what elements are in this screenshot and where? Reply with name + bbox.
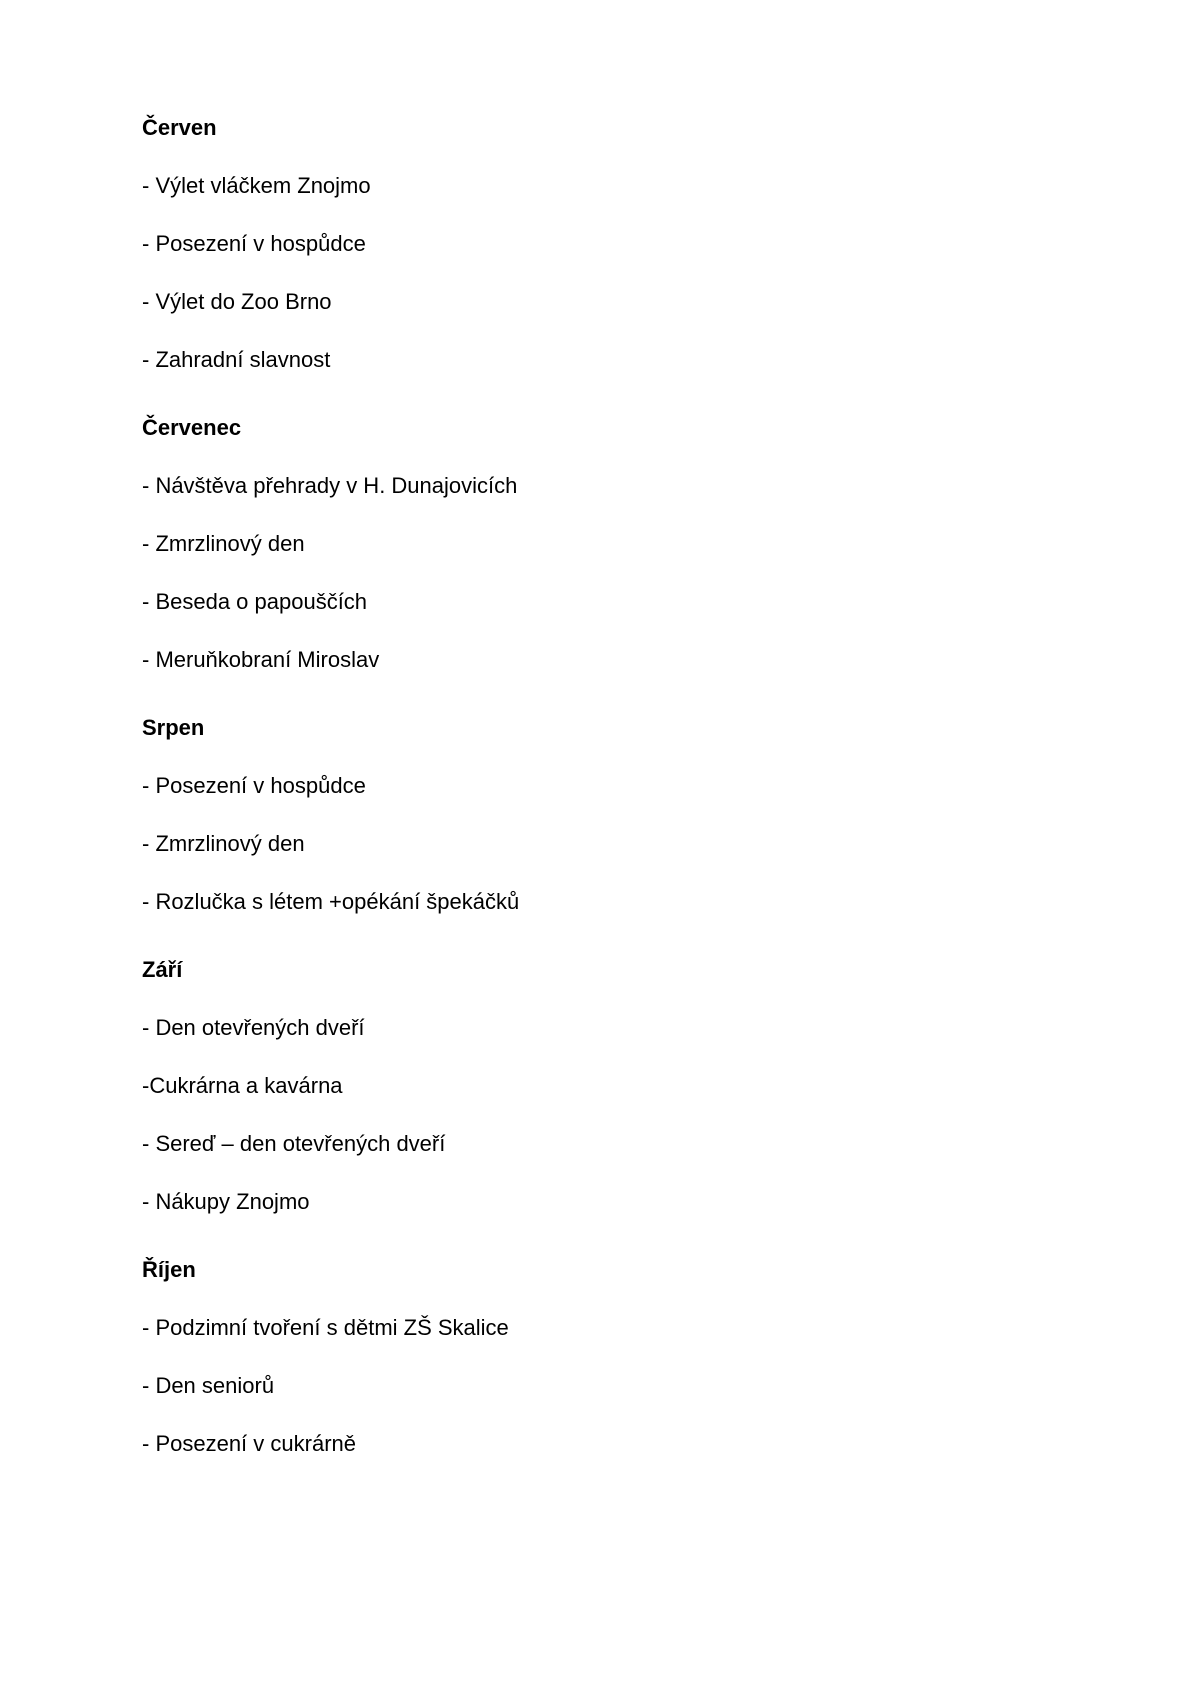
month-heading: Červen	[142, 115, 217, 140]
activity-item: - Sereď – den otevřených dveří	[142, 1131, 446, 1156]
activity-item: - Meruňkobraní Miroslav	[142, 647, 380, 672]
month-heading: Říjen	[142, 1257, 196, 1282]
month-heading: Září	[142, 957, 183, 982]
activity-item: - Nákupy Znojmo	[142, 1189, 310, 1214]
activity-item: - Rozlučka s létem +opékání špekáčků	[142, 889, 520, 914]
activity-item: - Zmrzlinový den	[142, 831, 305, 856]
month-section-cerven	[142, 108, 1042, 380]
month-section-srpen	[142, 708, 1042, 922]
activity-item: - Posezení v hospůdce	[142, 231, 366, 256]
activity-item: - Výlet do Zoo Brno	[142, 289, 332, 314]
activity-item: - Výlet vláčkem Znojmo	[142, 173, 371, 198]
activity-schedule	[142, 108, 1042, 1482]
activity-item: -Cukrárna a kavárna	[142, 1073, 343, 1098]
activity-item: - Den otevřených dveří	[142, 1015, 365, 1040]
month-heading: Srpen	[142, 715, 205, 740]
activity-item: - Beseda o papouščích	[142, 589, 368, 614]
activity-item: - Den seniorů	[142, 1373, 275, 1398]
activity-item: - Návštěva přehrady v H. Dunajovicích	[142, 473, 518, 498]
month-section-rijen	[142, 1250, 1042, 1464]
activity-item: - Podzimní tvoření s dětmi ZŠ Skalice	[142, 1315, 509, 1340]
activity-item: - Zahradní slavnost	[142, 347, 331, 372]
month-heading: Červenec	[142, 415, 242, 440]
month-section-zari	[142, 950, 1042, 1222]
activity-item: - Zmrzlinový den	[142, 531, 305, 556]
activity-item: - Posezení v cukrárně	[142, 1431, 356, 1456]
activity-item: - Posezení v hospůdce	[142, 773, 366, 798]
month-section-cervenec	[142, 408, 1042, 680]
